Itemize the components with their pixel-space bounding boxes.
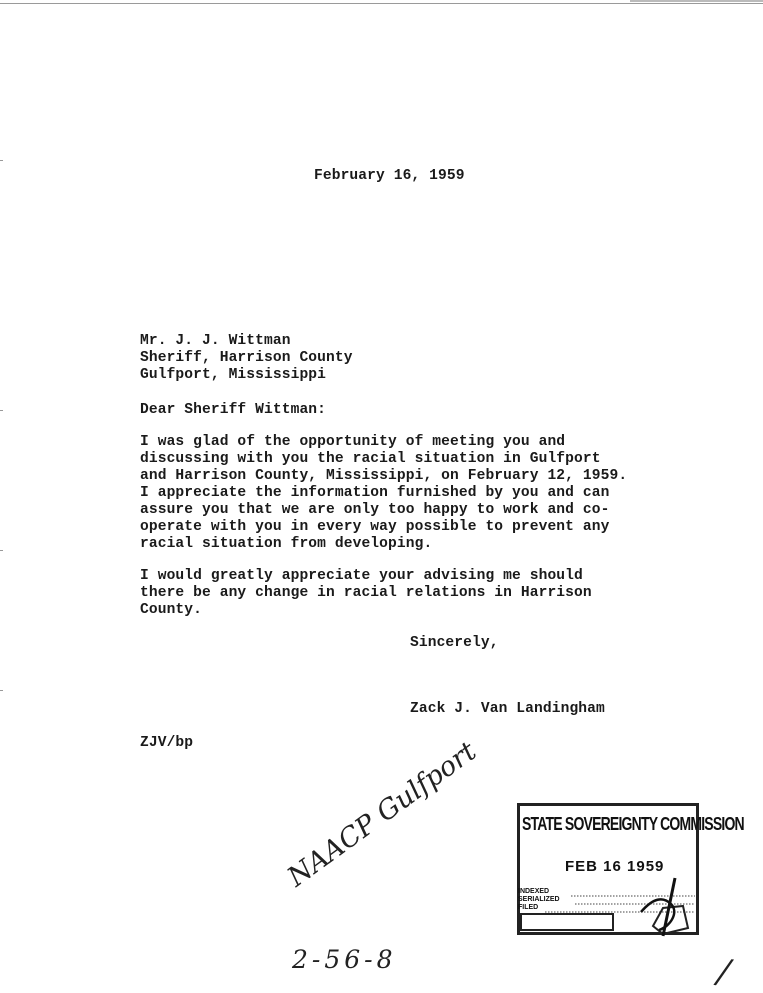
body-line: I was glad of the opportunity of meeting you and: [140, 434, 566, 450]
body-line: I appreciate the information furnished by you and can: [140, 485, 610, 501]
top-scan-edge-fragment: [630, 0, 763, 2]
stamp-date: FEB 16 1959: [565, 858, 665, 875]
body-line: discussing with you the racial situation in Gulfport: [140, 451, 601, 467]
stamp-field-lines: [513, 800, 703, 940]
left-edge-mark: [0, 690, 3, 691]
top-scan-edge: [0, 3, 763, 4]
stamp-title: STATE SOVEREIGNTY COMMISSION: [522, 813, 744, 834]
address-line: Sheriff, Harrison County: [140, 350, 353, 366]
left-edge-mark: [0, 160, 3, 161]
typist-initials: ZJV/bp: [140, 735, 194, 751]
address-line: Mr. J. J. Wittman: [140, 333, 291, 349]
stamp-field-serialized: SERIALIZED: [518, 896, 560, 903]
stamp-field-indexed: INDEXED: [518, 888, 550, 895]
left-edge-mark: [0, 410, 3, 411]
letter-date: February 16, 1959: [314, 168, 465, 184]
complimentary-close: Sincerely,: [410, 635, 499, 651]
handwritten-margin-mark: /: [715, 951, 733, 993]
signer-name: Zack J. Van Landingham: [410, 701, 605, 717]
handwritten-file-number: 2-56-8: [292, 945, 397, 974]
received-stamp: [513, 800, 744, 940]
body-line: racial situation from developing.: [140, 536, 433, 552]
left-edge-mark: [0, 550, 3, 551]
body-line: assure you that we are only too happy to work and co-: [140, 502, 610, 518]
address-line: Gulfport, Mississippi: [140, 367, 327, 383]
body-line: and Harrison County, Mississippi, on February 12, 1959.: [140, 468, 628, 484]
stamp-field-filed: FILED: [518, 904, 539, 911]
body-line: operate with you in every way possible to prevent any: [140, 519, 610, 535]
body-line: I would greatly appreciate your advising me should: [140, 568, 583, 584]
body-line: there be any change in racial relations in Harrison: [140, 585, 592, 601]
salutation: Dear Sheriff Wittman:: [140, 402, 327, 418]
body-line: County.: [140, 602, 203, 618]
handwritten-note: NAACP Gulfport: [282, 735, 483, 894]
